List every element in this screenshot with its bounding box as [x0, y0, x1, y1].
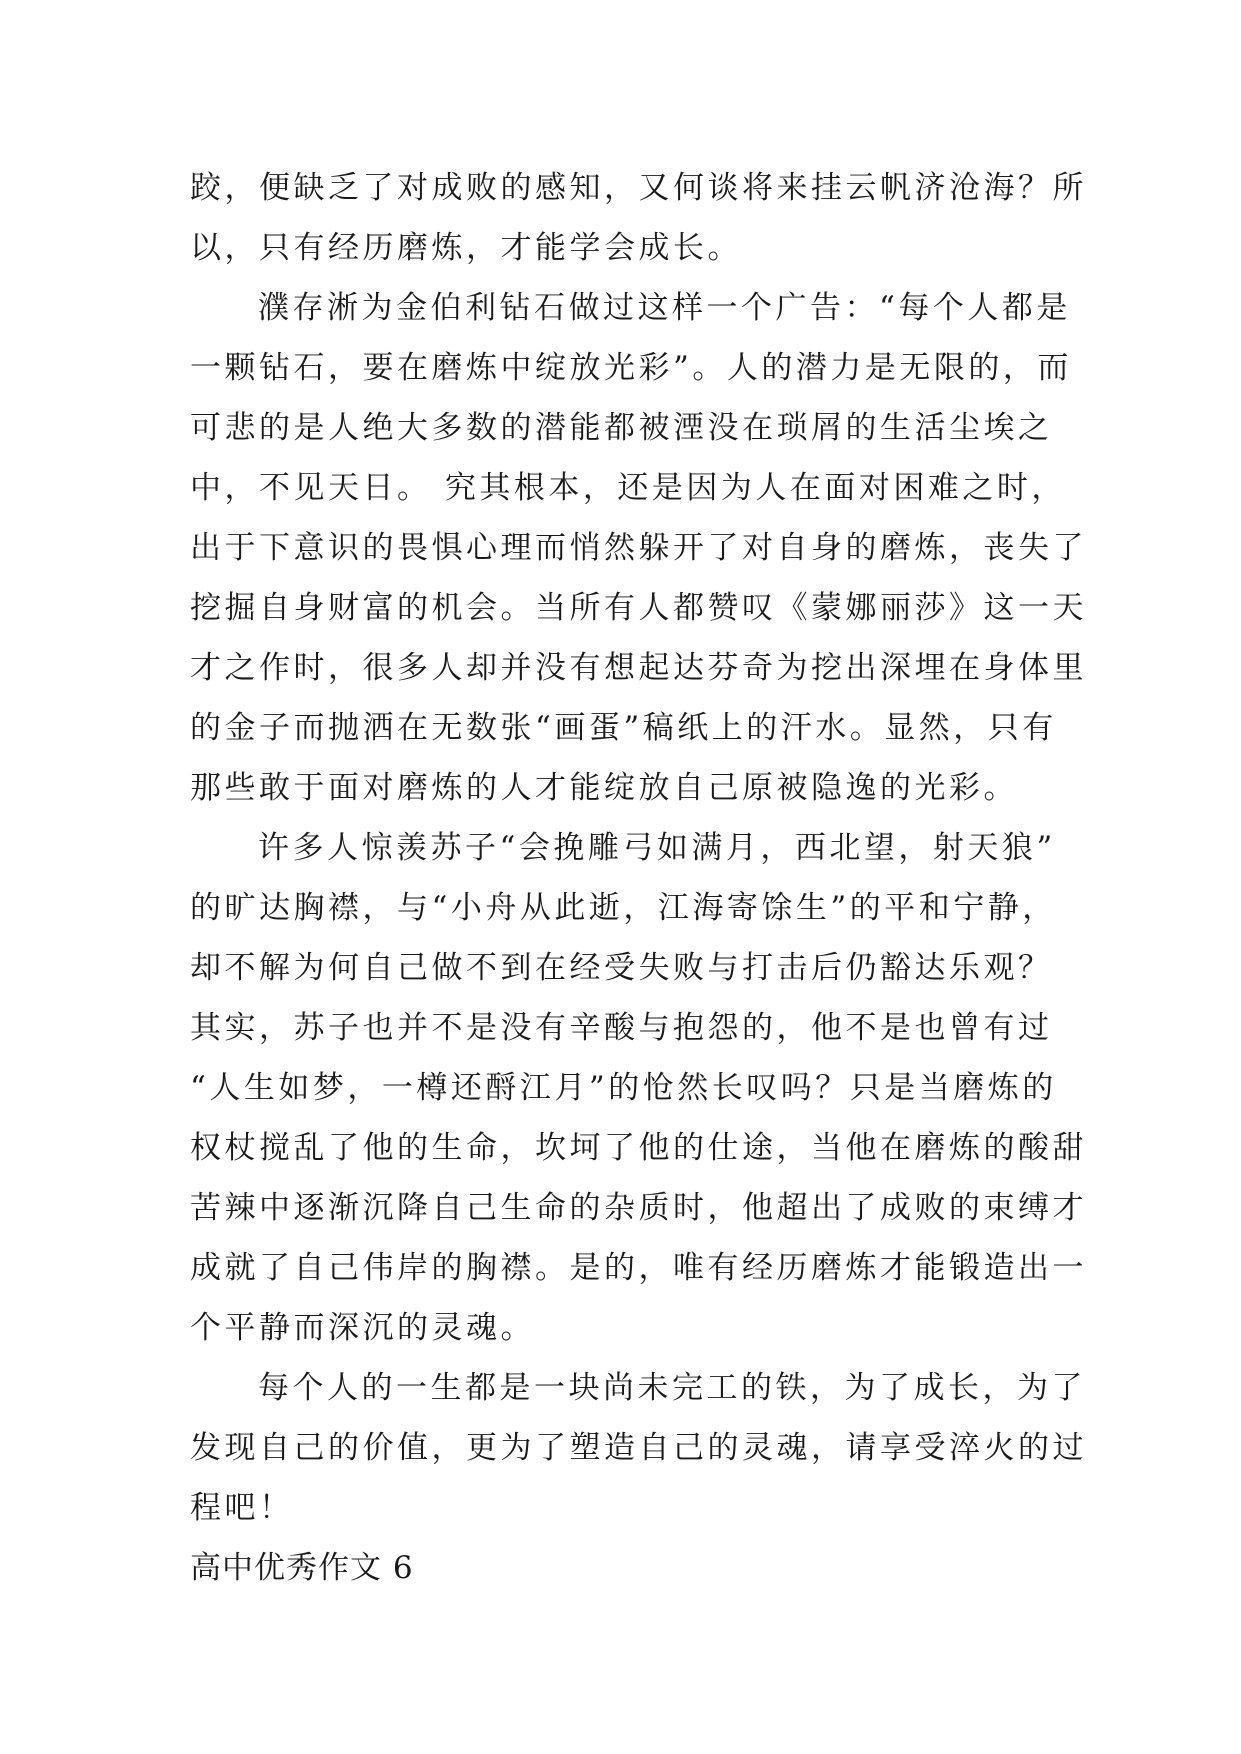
text-line: 挖掘自身财富的机会。当所有人都赞叹《蒙娜丽莎》这一天 [190, 590, 1087, 626]
text-line: 那些敢于面对磨炼的人才能绽放自己原被隐逸的光彩。 [190, 770, 1018, 806]
text-line: 个平静而深沉的灵魂。 [190, 1310, 535, 1346]
paragraph-start-line: 许多人惊羡苏子“会挽雕弓如满月，西北望，射天狼” [258, 830, 1056, 866]
text-line: 才之作时，很多人却并没有想起达芬奇为挖出深埋在身体里 [190, 650, 1087, 686]
text-line: 可悲的是人绝大多数的潜能都被湮没在琐屑的生活尘埃之 [190, 410, 1053, 446]
text-line: 发现自己的价值，更为了塑造自己的灵魂，请享受淬火的过 [190, 1430, 1087, 1466]
text-line: 的金子而抛洒在无数张“画蛋”稿纸上的汗水。显然，只有 [190, 710, 1057, 746]
text-line: 出于下意识的畏惧心理而悄然躲开了对自身的磨炼，丧失了 [190, 530, 1087, 566]
text-line: 其实，苏子也并不是没有辛酸与抱怨的，他不是也曾有过 [190, 1010, 1053, 1046]
text-line: 的旷达胸襟，与“小舟从此逝，江海寄馀生”的平和宁静， [190, 890, 1057, 926]
paragraph-start-line: 濮存淅为金伯利钻石做过这样一个广告：“每个人都是 [258, 290, 1071, 326]
text-line: 一颗钻石，要在磨炼中绽放光彩”。人的潜力是无限的，而 [190, 350, 1072, 386]
text-line: 却不解为何自己做不到在经受失败与打击后仍豁达乐观？ [190, 950, 1053, 986]
essay-body [190, 158, 1087, 1598]
text-line: 跤，便缺乏了对成败的感知，又何谈将来挂云帆济沧海？所 [190, 170, 1087, 206]
text-line: “人生如梦，一樽还酹江月”的怆然长叹吗？只是当磨炼的 [190, 1070, 1057, 1106]
text-line: 程吧！ [190, 1490, 294, 1526]
text-line: 中，不见天日。 究其根本，还是因为人在面对困难之时， [190, 470, 1066, 506]
section-heading: 高中优秀作文 6 [190, 1550, 414, 1586]
text-line: 苦辣中逐渐沉降自己生命的杂质时，他超出了成败的束缚才 [190, 1190, 1087, 1226]
text-line: 以，只有经历磨炼，才能学会成长。 [190, 230, 742, 266]
paragraph-start-line: 每个人的一生都是一块尚未完工的铁，为了成长，为了 [258, 1370, 1086, 1406]
text-line: 权杖搅乱了他的生命，坎坷了他的仕途，当他在磨炼的酸甜 [190, 1130, 1087, 1166]
text-line: 成就了自己伟岸的胸襟。是的，唯有经历磨炼才能锻造出一 [190, 1250, 1087, 1286]
